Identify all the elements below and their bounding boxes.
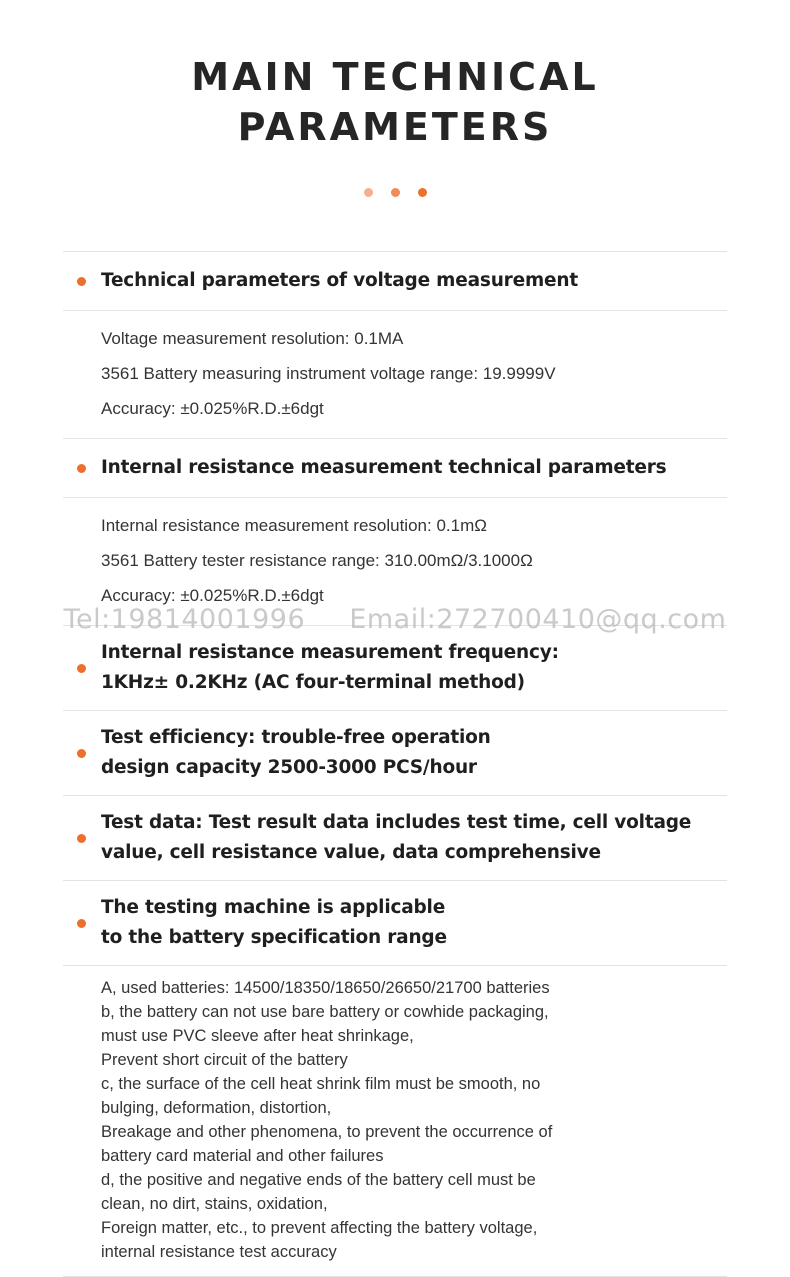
body-line: internal resistance test accuracy — [101, 1243, 337, 1261]
heading-line: Technical parameters of voltage measurement — [101, 270, 578, 291]
body-line: Voltage measurement resolution: 0.1MA — [101, 329, 404, 348]
heading-line: design capacity 2500-3000 PCS/hour — [101, 757, 477, 778]
section-heading — [101, 453, 667, 483]
section-heading — [101, 638, 559, 698]
section-heading-row — [63, 439, 727, 497]
body-line: Foreign matter, etc., to prevent affecting the battery voltage, — [101, 1219, 538, 1237]
section-heading-row — [63, 796, 727, 880]
bullet-icon — [77, 664, 86, 673]
watermark-phone: Tel:19814001996 — [63, 604, 306, 635]
bullet-icon — [77, 464, 86, 473]
section-body — [63, 498, 727, 625]
body-line: d, the positive and negative ends of the battery cell must be — [101, 1171, 536, 1189]
body-line: b, the battery can not use bare battery or cowhide packaging, — [101, 1003, 549, 1021]
body-line: 3561 Battery tester resistance range: 310.00mΩ/3.1000Ω — [101, 551, 533, 570]
body-line: Internal resistance measurement resolution: 0.1mΩ — [101, 516, 487, 535]
heading-line: Test efficiency: trouble-free operation — [101, 727, 491, 748]
bullet-icon — [77, 277, 86, 286]
page-header — [0, 0, 790, 197]
watermark-email: Email:272700410@qq.com — [349, 604, 727, 635]
page-title: MAIN TECHNICAL PARAMETERS — [191, 55, 599, 149]
section-body — [63, 311, 727, 438]
heading-line: Test data: Test result data includes test time, cell voltage — [101, 812, 692, 833]
section-heading-row — [63, 711, 727, 795]
body-line: Accuracy: ±0.025%R.D.±6dgt — [101, 586, 324, 605]
bullet-icon — [77, 834, 86, 843]
heading-line: Internal resistance measurement technical parameters — [101, 457, 667, 478]
bullet-icon — [77, 919, 86, 928]
section-heading — [101, 266, 578, 296]
dot-light-icon — [364, 188, 373, 197]
body-line: A, used batteries: 14500/18350/18650/26650/21700 batteries — [101, 979, 550, 997]
parameters-list — [63, 197, 727, 1277]
bullet-icon — [77, 749, 86, 758]
body-line: Breakage and other phenomena, to prevent the occurrence of — [101, 1123, 553, 1141]
body-line: battery card material and other failures — [101, 1147, 384, 1165]
heading-line: to the battery specification range — [101, 927, 447, 948]
body-line: Accuracy: ±0.025%R.D.±6dgt — [101, 399, 324, 418]
body-line: 3561 Battery measuring instrument voltage range: 19.9999V — [101, 364, 556, 383]
body-line: clean, no dirt, stains, oxidation, — [101, 1195, 328, 1213]
body-line: Prevent short circuit of the battery — [101, 1051, 348, 1069]
heading-line: value, cell resistance value, data comprehensive — [101, 842, 601, 863]
heading-line: Internal resistance measurement frequency: — [101, 642, 559, 663]
section-heading-row — [63, 881, 727, 965]
heading-line: 1KHz± 0.2KHz (AC four-terminal method) — [101, 672, 525, 693]
section-body — [63, 966, 727, 1276]
section-heading-row — [63, 252, 727, 310]
body-line: must use PVC sleeve after heat shrinkage, — [101, 1027, 414, 1045]
dot-dark-icon — [418, 188, 427, 197]
section-heading — [101, 808, 691, 868]
body-line: bulging, deformation, distortion, — [101, 1099, 332, 1117]
section-heading — [101, 723, 491, 783]
section-heading-row — [63, 626, 727, 710]
body-line: c, the surface of the cell heat shrink film must be smooth, no — [101, 1075, 541, 1093]
decorative-dots — [0, 188, 790, 197]
dot-medium-icon — [391, 188, 400, 197]
section-heading — [101, 893, 447, 953]
heading-line: The testing machine is applicable — [101, 897, 446, 918]
